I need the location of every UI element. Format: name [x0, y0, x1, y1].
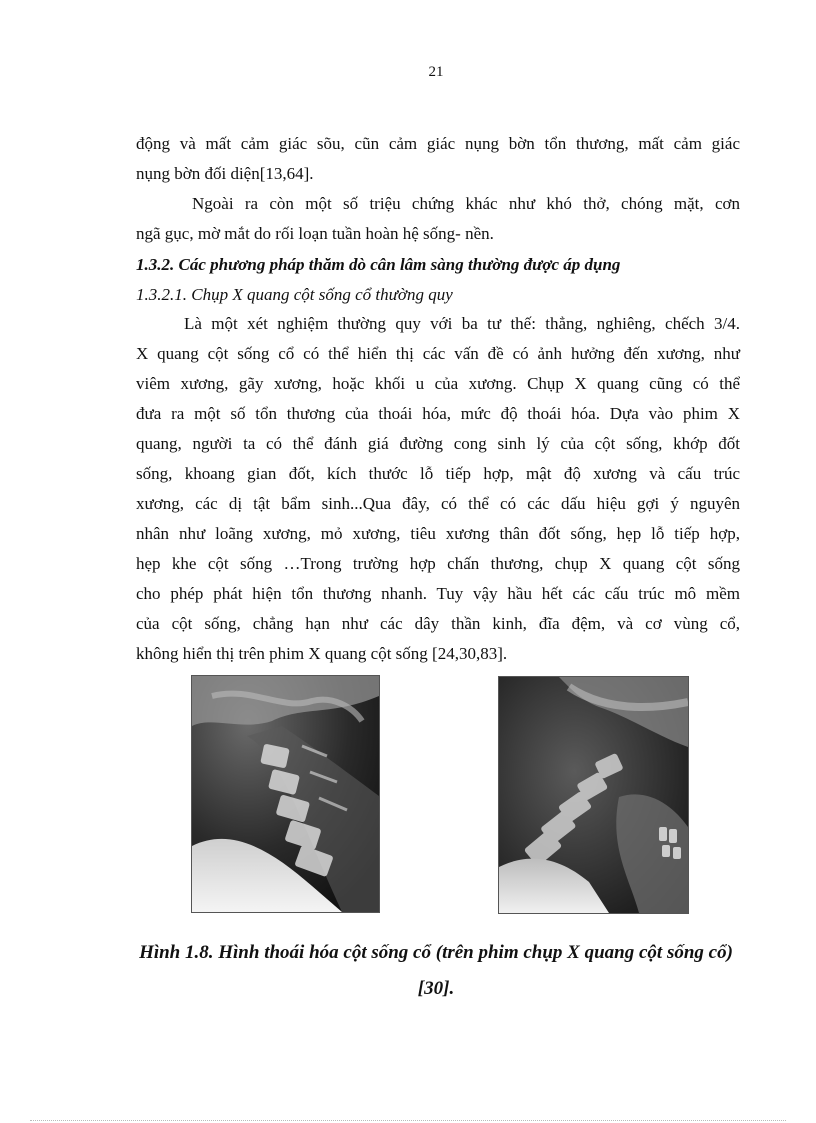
- paragraph-3: [136, 309, 740, 669]
- figure-caption-line-2: [30].: [417, 978, 455, 999]
- paragraph-line: quang, người ta có thể đánh giá đường cong sinh lý của cột sống, khớp đốt: [136, 434, 740, 453]
- paragraph-line: cho phép phát hiện tổn thương nhanh. Tuy vậy hầu hết các cấu trúc mô mềm: [136, 584, 740, 603]
- figure-caption: [0, 942, 816, 1000]
- paragraph-line: hẹp khe cột sống …Trong trường hợp chấn thương, chụp X quang cột sống: [136, 554, 740, 573]
- xray-image-right: [498, 676, 689, 914]
- paragraph-1: [136, 129, 740, 189]
- paragraph-line: ngã gục, mờ mắt do rối loạn tuần hoàn hệ sống- nền.: [136, 224, 494, 243]
- xray-image-left: [191, 675, 380, 913]
- paragraph-line: không hiển thị trên phim X quang cột sống [24,30,83].: [136, 644, 508, 663]
- paragraph-line: xương, các dị tật bẩm sinh...Qua đây, có thể có các dấu hiệu gợi ý nguyên: [136, 494, 740, 513]
- page-number: 21: [428, 64, 444, 80]
- subsection-heading: 1.3.2.1. Chụp X quang cột sống cổ thường quy: [136, 285, 453, 304]
- paragraph-2: [136, 189, 740, 249]
- section-heading: 1.3.2. Các phương pháp thăm dò cân lâm sàng thường được áp dụng: [136, 255, 621, 274]
- paragraph-line: đưa ra một số tổn thương của thoái hóa, mức độ thoái hóa. Dựa vào phim X: [136, 404, 740, 423]
- paragraph-line: Là một xét nghiệm thường quy với ba tư thế: thẳng, nghiêng, chếch 3/4.: [184, 314, 740, 333]
- paragraph-line: sống, khoang gian đốt, kích thước lỗ tiếp hợp, mật độ xương và cấu trúc: [136, 464, 740, 483]
- page-bottom-rule: [30, 1120, 786, 1121]
- paragraph-line: X quang cột sống cổ có thể hiển thị các vấn đề có ảnh hưởng đến xương, như: [136, 344, 740, 363]
- paragraph-line: động và mất cảm giác sõu, cũn cảm giác nụng bờn tổn thương, mất cảm giác: [136, 134, 740, 153]
- paragraph-line: viêm xương, gãy xương, hoặc khối u của xương. Chụp X quang cũng có thể: [136, 374, 740, 393]
- paragraph-line: Ngoài ra còn một số triệu chứng khác như khó thở, chóng mặt, cơn: [192, 194, 740, 213]
- paragraph-line: nụng bờn đối diện[13,64].: [136, 164, 314, 183]
- figure-caption-line-1: Hình 1.8. Hình thoái hóa cột sống cổ (trên phim chụp X quang cột sống cổ): [139, 942, 733, 963]
- paragraph-line: nhân như loãng xương, mỏ xương, tiêu xương thân đốt sống, hẹp lỗ tiếp hợp,: [136, 524, 740, 543]
- paragraph-line: của cột sống, chẳng hạn như các dây thần kinh, đĩa đệm, và cơ vùng cổ,: [136, 614, 740, 633]
